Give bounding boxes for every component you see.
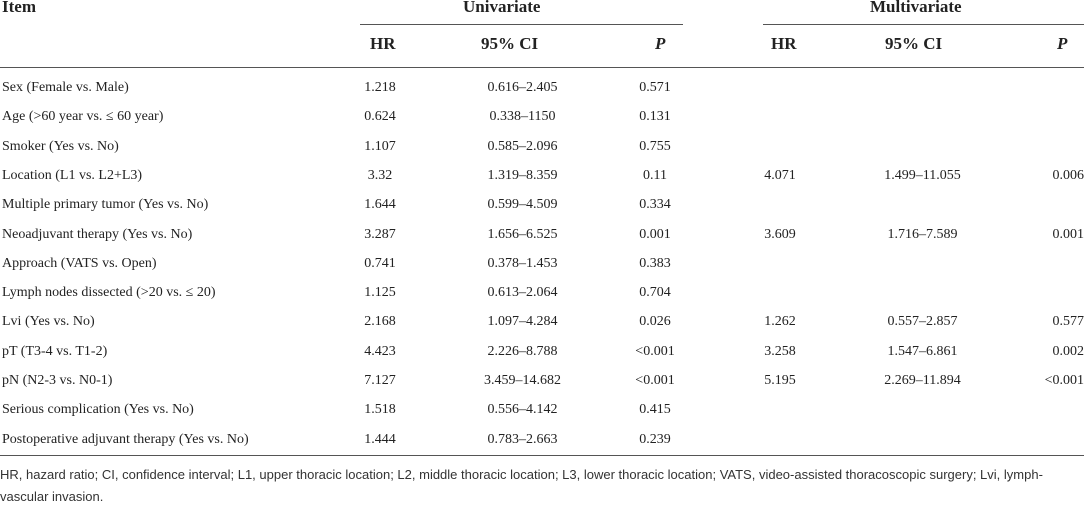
cell-m-ci: 1.499–11.055 [884, 167, 961, 183]
cell-item: Location (L1 vs. L2+L3) [2, 167, 143, 183]
cell-u-p: 0.704 [639, 285, 671, 301]
cell-item: Lymph nodes dissected (>20 vs. ≤ 20) [2, 285, 216, 301]
cell-u-hr: 1.107 [364, 138, 396, 154]
cell-u-ci: 1.656–6.525 [487, 226, 558, 242]
cell-u-hr: 1.644 [364, 197, 396, 213]
cell-item: Lvi (Yes vs. No) [2, 314, 95, 330]
header-univariate-ci: 95% CI [481, 34, 539, 53]
cell-u-ci: 0.556–4.142 [487, 402, 558, 418]
cell-item: Age (>60 year vs. ≤ 60 year) [2, 109, 164, 125]
cell-u-ci: 0.338–1150 [489, 109, 556, 125]
cell-m-hr: 4.071 [764, 167, 796, 183]
cell-u-p: 0.001 [639, 226, 671, 242]
cell-u-ci: 0.783–2.663 [487, 431, 558, 447]
cell-u-ci: 1.097–4.284 [487, 314, 558, 330]
cell-item: Multiple primary tumor (Yes vs. No) [2, 197, 209, 213]
cell-m-ci: 1.716–7.589 [887, 226, 958, 242]
cell-u-hr: 0.741 [364, 255, 396, 271]
header-multivariate-ci: 95% CI [885, 34, 943, 53]
header-univariate-p: P [655, 34, 666, 53]
cell-u-hr: 1.444 [364, 431, 396, 447]
cell-item: Sex (Female vs. Male) [2, 80, 129, 95]
cell-m-p: 0.006 [1052, 167, 1084, 183]
cell-u-p: 0.415 [639, 402, 671, 418]
cell-u-ci: 0.378–1.453 [487, 255, 558, 271]
cell-u-p: <0.001 [635, 343, 675, 359]
cell-u-p: 0.131 [639, 109, 671, 125]
cell-item: Postoperative adjuvant therapy (Yes vs. No) [2, 431, 249, 447]
cell-u-ci: 0.585–2.096 [487, 138, 558, 154]
cell-u-ci: 1.319–8.359 [487, 167, 558, 183]
cell-item: Serious complication (Yes vs. No) [2, 402, 194, 418]
cell-item: pT (T3-4 vs. T1-2) [2, 343, 108, 359]
univariate-rule [360, 24, 683, 25]
header-item: Item [2, 0, 36, 16]
header-multivariate-hr: HR [771, 34, 797, 53]
cell-m-p: <0.001 [1044, 373, 1084, 388]
cell-u-p: 0.334 [639, 197, 671, 213]
cell-m-p: 0.577 [1052, 314, 1084, 330]
cell-u-p: 0.755 [639, 138, 671, 154]
table-bottom-rule [0, 455, 1084, 456]
cell-u-p: 0.239 [639, 431, 671, 447]
cell-m-hr: 3.258 [764, 343, 796, 359]
cell-item: Approach (VATS vs. Open) [2, 255, 157, 271]
cell-u-ci: 3.459–14.682 [484, 373, 561, 388]
cell-u-hr: 3.32 [367, 167, 393, 183]
cell-u-ci: 0.616–2.405 [487, 80, 558, 95]
cell-m-hr: 5.195 [764, 373, 796, 388]
cell-u-hr: 1.518 [364, 402, 396, 418]
cell-u-ci: 2.226–8.788 [487, 343, 558, 359]
cell-u-ci: 0.599–4.509 [487, 197, 558, 213]
cell-u-hr: 3.287 [364, 226, 396, 242]
cell-u-hr: 2.168 [364, 314, 396, 330]
cell-u-hr: 4.423 [364, 343, 396, 359]
cell-u-hr: 1.125 [364, 285, 396, 301]
header-rule [0, 67, 1084, 68]
header-multivariate-p: P [1057, 34, 1068, 53]
cell-u-p: <0.001 [635, 373, 675, 388]
cell-u-p: 0.11 [643, 167, 667, 183]
cell-m-ci: 1.547–6.861 [887, 343, 958, 359]
cell-u-ci: 0.613–2.064 [487, 285, 558, 301]
cell-u-hr: 0.624 [364, 109, 396, 125]
table-footnote: HR, hazard ratio; CI, confidence interval; L1, upper thoracic location; L2, middle thoracic location; L3, lower thoracic location; VATS, video-assisted thoracoscopic surgery; Lvi, lymph-vascular invasion. [0, 467, 1043, 504]
cell-u-hr: 7.127 [364, 373, 396, 388]
header-univariate: Univariate [463, 0, 541, 16]
multivariate-rule [763, 24, 1084, 25]
cell-item: Neoadjuvant therapy (Yes vs. No) [2, 226, 193, 242]
cell-u-p: 0.571 [639, 80, 671, 95]
cell-u-p: 0.026 [639, 314, 671, 330]
cell-m-hr: 1.262 [764, 314, 796, 330]
cell-item: Smoker (Yes vs. No) [2, 138, 119, 154]
cell-item: pN (N2-3 vs. N0-1) [2, 373, 113, 388]
header-multivariate: Multivariate [870, 0, 962, 16]
header-univariate-hr: HR [370, 34, 396, 53]
cell-u-hr: 1.218 [364, 80, 396, 95]
cell-m-ci: 0.557–2.857 [887, 314, 958, 330]
cell-m-hr: 3.609 [764, 226, 796, 242]
cell-m-ci: 2.269–11.894 [884, 373, 961, 388]
cell-m-p: 0.002 [1052, 343, 1084, 359]
cell-u-p: 0.383 [639, 255, 671, 271]
cell-m-p: 0.001 [1052, 226, 1084, 242]
